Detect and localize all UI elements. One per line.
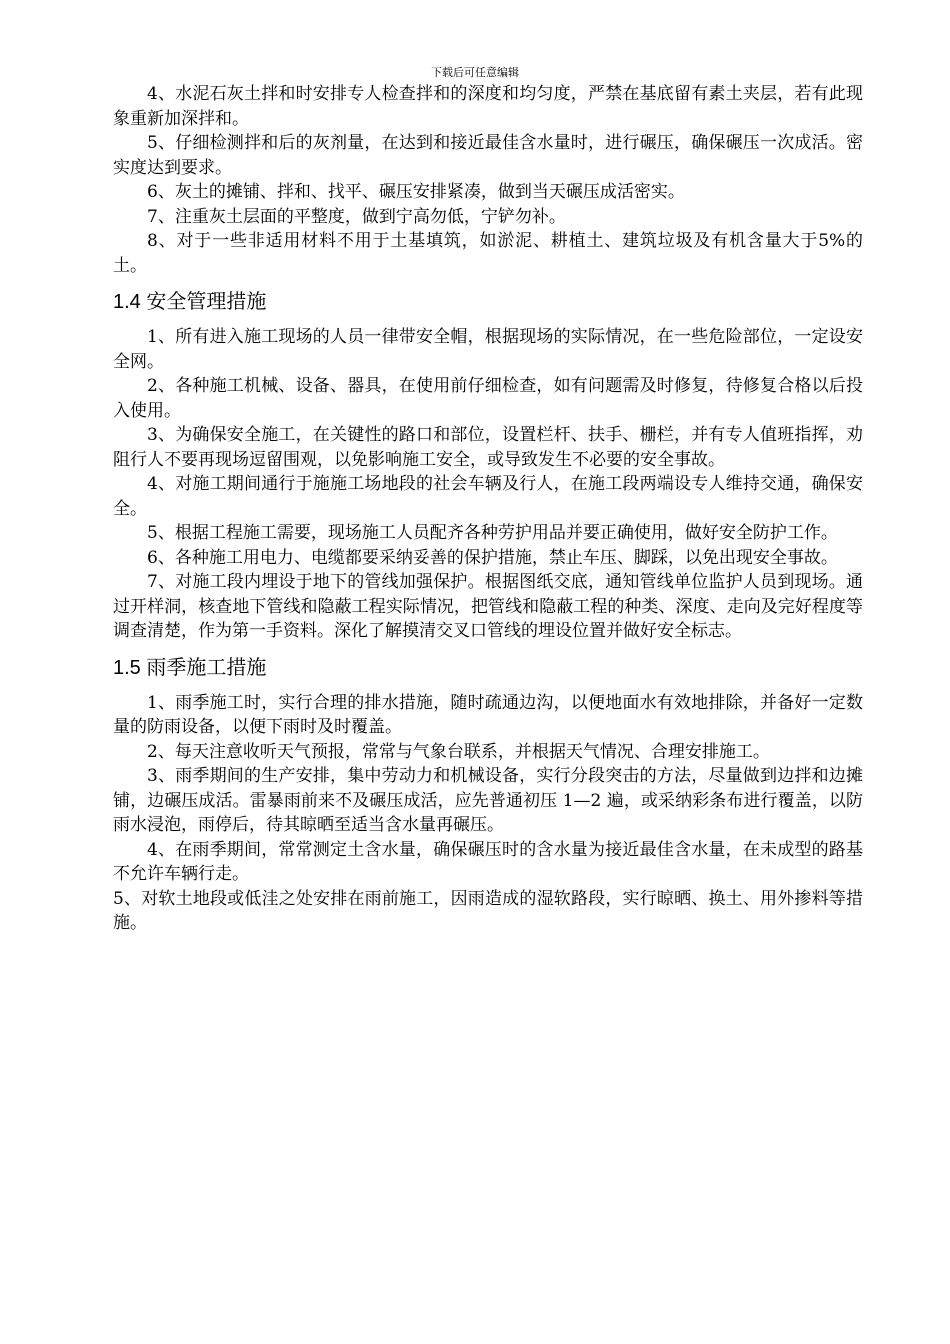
- section-heading-1-4: [113, 288, 863, 316]
- paragraph: 5、仔细检测拌和后的灰剂量，在达到和接近最佳含水量时，进行碾压，确保碾压一次成活。密实度达到要求。: [113, 133, 863, 178]
- paragraph: 4、水泥石灰土拌和时安排专人检查拌和的深度和均匀度，严禁在基底留有素土夹层，若有此现象重新加深拌和。: [113, 84, 863, 129]
- section-title: 安全管理措施: [146, 289, 267, 313]
- paragraph: 8、对于一些非适用材料不用于土基填筑，如淤泥、耕植土、建筑垃圾及有机含量大于5%的土。: [113, 231, 863, 276]
- paragraph: 1、所有进入施工现场的人员一律带安全帽，根据现场的实际情况，在一些危险部位，一定设安全网。: [113, 327, 863, 372]
- paragraph: 7、注重灰土层面的平整度，做到宁高勿低，宁铲勿补。: [147, 206, 566, 227]
- paragraph: 3、为确保安全施工，在关键性的路口和部位，设置栏杆、扶手、栅栏，并有专人值班指挥，劝阻行人不要再现场逗留围观，以免影响施工安全，或导致发生不必要的安全事故。: [113, 425, 863, 470]
- paragraph: 4、在雨季期间，常常测定土含水量，确保碾压时的含水量为接近最佳含水量，在未成型的路基不允许车辆行走。: [113, 839, 863, 884]
- section-number: 1.4: [113, 291, 141, 313]
- paragraph: 3、雨季期间的生产安排，集中劳动力和机械设备，实行分段突击的方法，尽量做到边拌和边摊铺，边碾压成活。雷暴雨前来不及碾压成活，应先普通初压 1—2 遍，或采纳彩条布进行覆盖，以防雨水浸泡，雨停后，待其晾晒至适当含水量再碾压。: [113, 766, 863, 835]
- paragraph: 2、各种施工机械、设备、器具，在使用前仔细检查，如有问题需及时修复，待修复合格以后投入使用。: [113, 376, 863, 421]
- section-heading-1-5: [113, 654, 863, 682]
- paragraph: 1、雨季施工时，实行合理的排水措施，随时疏通边沟，以便地面水有效地排除，并备好一定数量的防雨设备，以便下雨时及时覆盖。: [113, 692, 863, 737]
- paragraph: 6、各种施工用电力、电缆都要采纳妥善的保护措施，禁止车压、脚踩，以免出现安全事故。: [147, 547, 838, 568]
- paragraph: 5、对软土地段或低洼之处安排在雨前施工，因雨造成的湿软路段，实行晾晒、换土、用外掺料等措施。: [113, 888, 863, 933]
- paragraph: 2、每天注意收听天气预报，常常与气象台联系，并根据天气情况、合理安排施工。: [147, 741, 770, 762]
- page-header: 下载后可任意编辑: [431, 66, 519, 79]
- paragraph: 7、对施工段内埋设于地下的管线加强保护。根据图纸交底，通知管线单位监护人员到现场。通过开样洞，核查地下管线和隐蔽工程实际情况，把管线和隐蔽工程的种类、深度、走向及完好程度等调查清楚，作为第一手资料。深化了解摸清交叉口管线的埋设位置并做好安全标志。: [113, 572, 863, 641]
- section-number: 1.5: [113, 656, 141, 679]
- document-body: [113, 82, 863, 936]
- paragraph: 5、根据工程施工需要，现场施工人员配齐各种劳护用品并要正确使用，做好安全防护工作。: [147, 523, 838, 543]
- paragraph: 6、灰土的摊铺、拌和、找平、碾压安排紧凑，做到当天碾压成活密实。: [147, 182, 685, 202]
- paragraph: 4、对施工期间通行于施施工场地段的社会车辆及行人，在施工段两端设专人维持交通，确保安全。: [113, 474, 863, 519]
- section-title: 雨季施工措施: [146, 654, 267, 679]
